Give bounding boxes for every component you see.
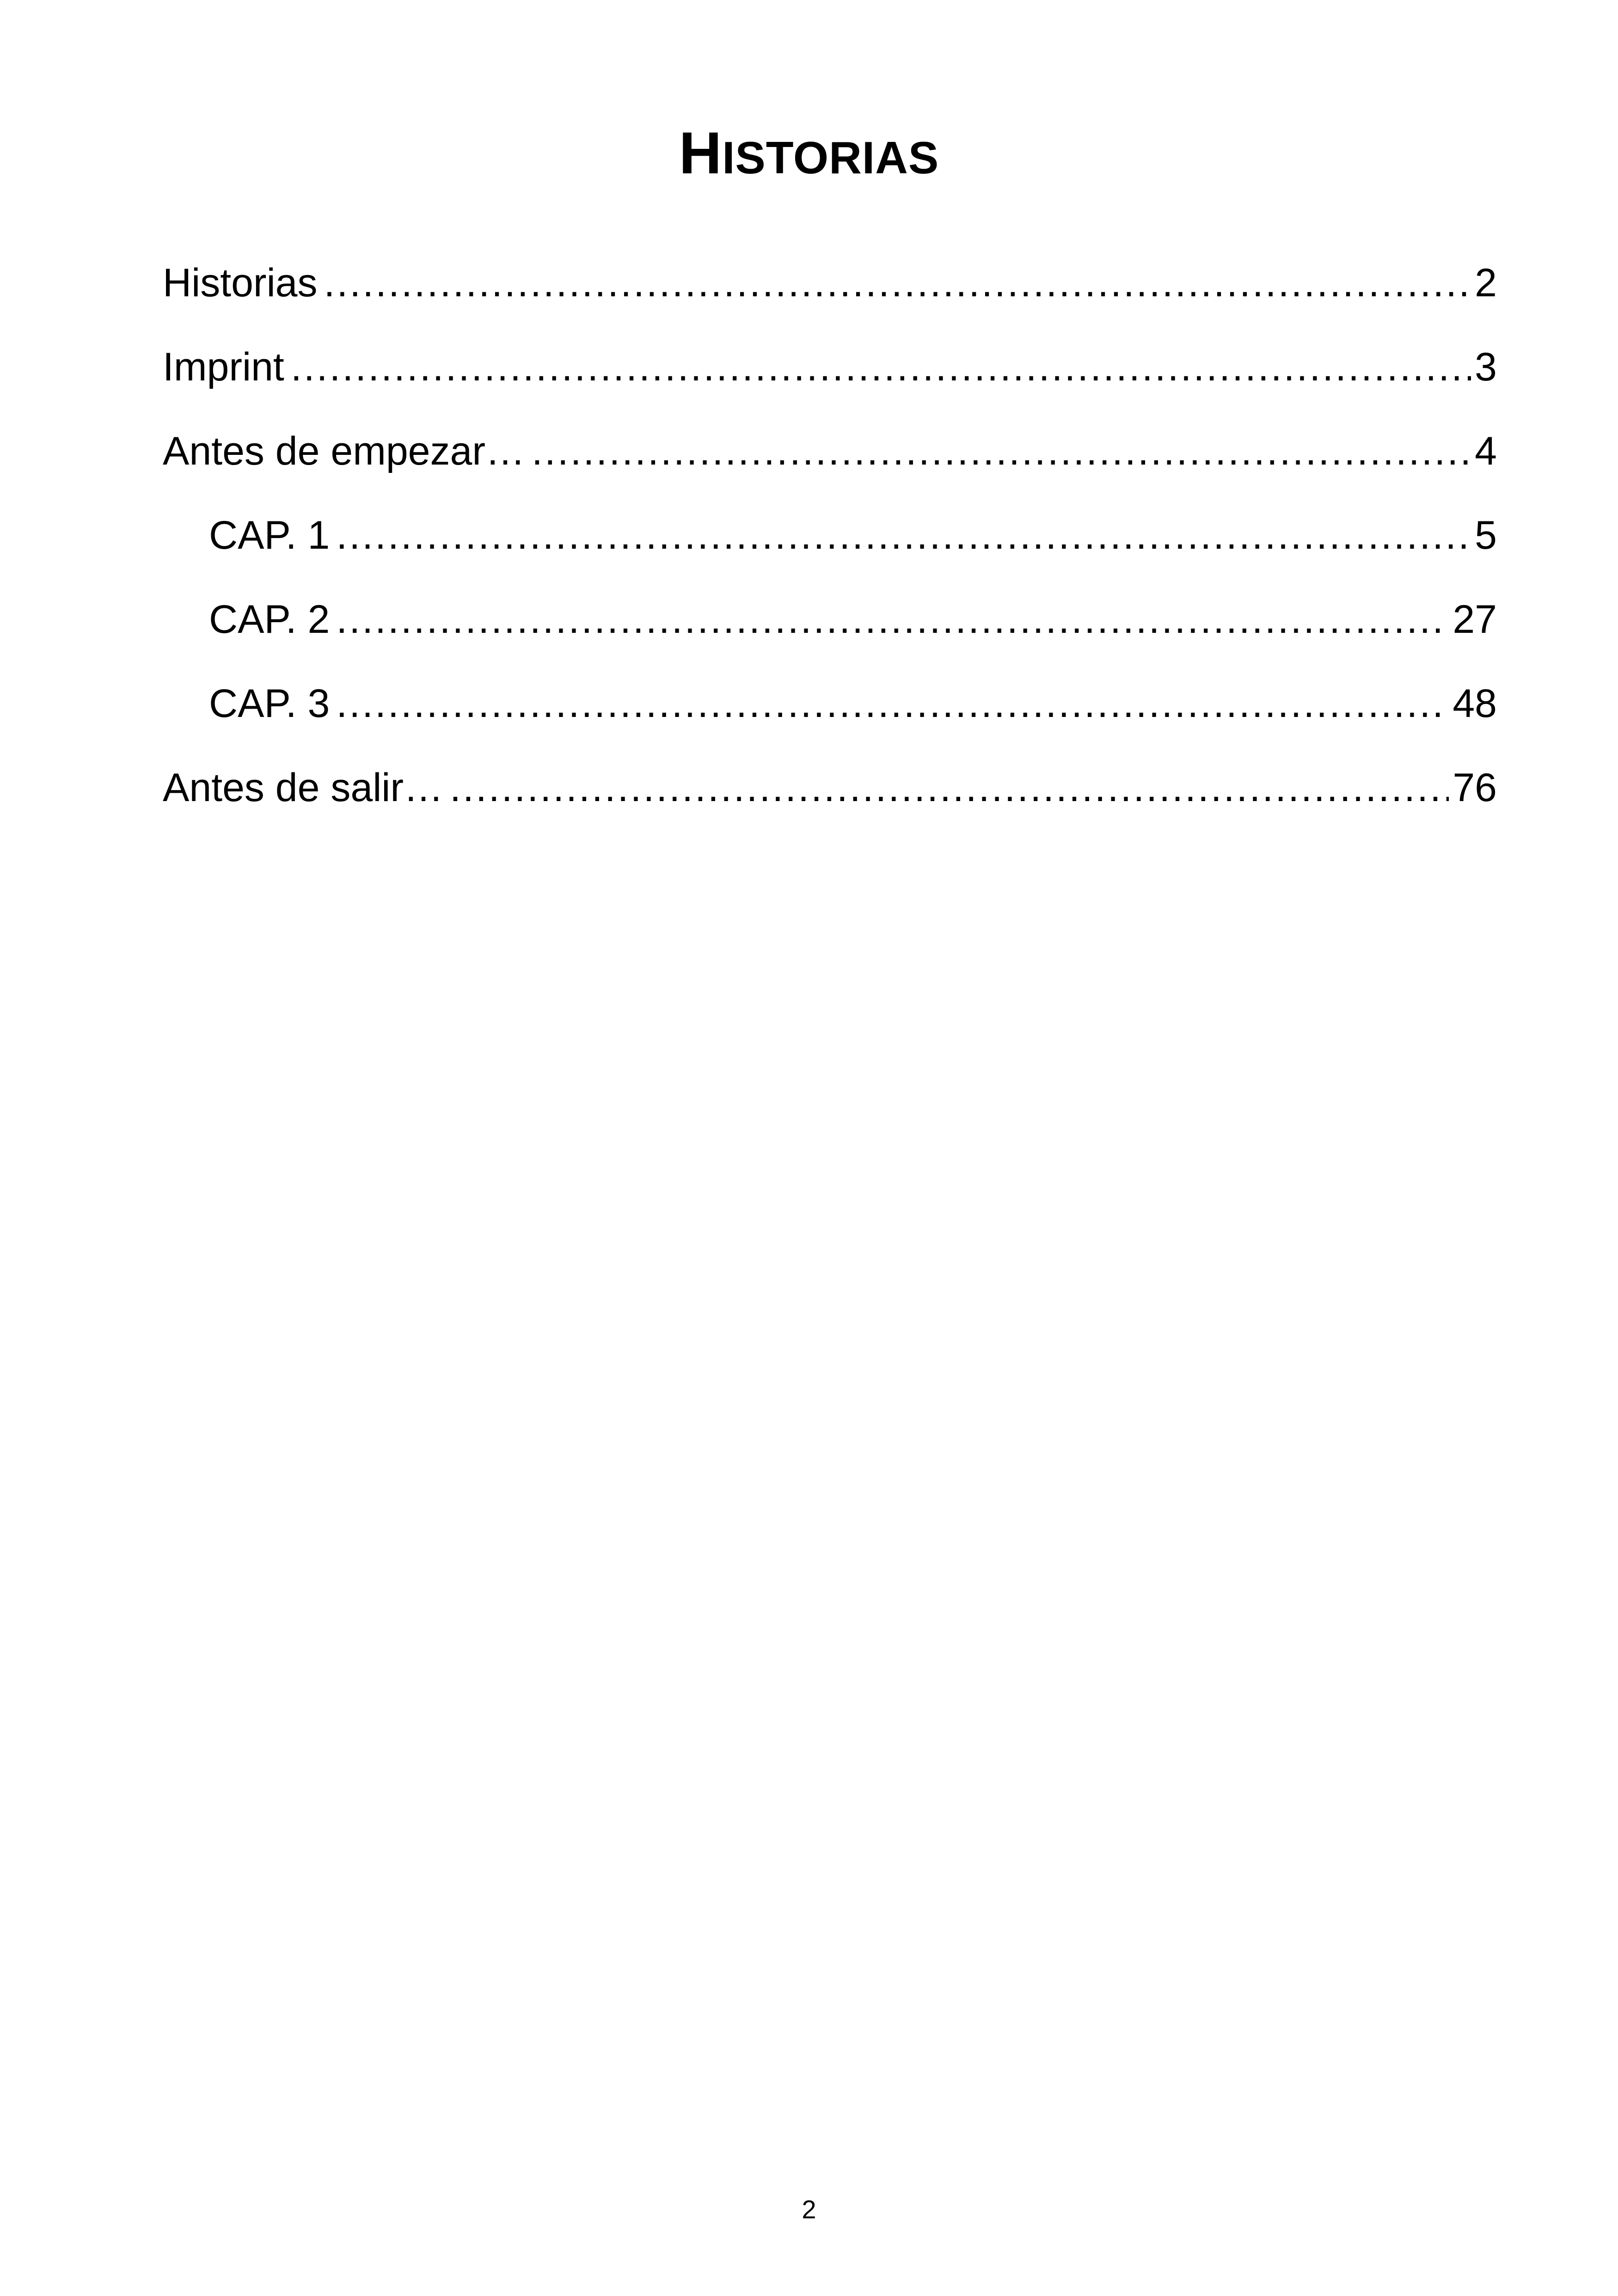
toc-entry-page-number: 2 — [1475, 261, 1497, 305]
toc-dot-leader — [291, 339, 1471, 395]
toc-entry-imprint[interactable] — [163, 339, 1497, 395]
toc-dot-leader — [532, 423, 1471, 479]
toc-entry-page-number: 4 — [1475, 429, 1497, 473]
toc-dot-leader — [450, 760, 1449, 815]
toc-entry-page-number: 76 — [1453, 765, 1497, 810]
toc-entry-page-number: 5 — [1475, 513, 1497, 557]
toc-dot-leader — [336, 592, 1449, 647]
toc-entry-page-number: 3 — [1475, 345, 1497, 389]
toc-entry-label: Antes de empezar… — [163, 429, 525, 473]
page-footer-number: 2 — [802, 2195, 816, 2224]
toc-entry-antes-de-empezar[interactable] — [163, 423, 1497, 479]
toc-entry-label: CAP. 1 — [209, 513, 330, 557]
toc-dot-leader — [336, 676, 1449, 731]
page-title-initial: H — [679, 120, 723, 186]
toc-entry-label: Imprint — [163, 345, 284, 389]
toc-entry-historias[interactable] — [163, 255, 1497, 311]
toc-dot-leader — [324, 255, 1471, 311]
toc-entry-cap-2[interactable] — [209, 592, 1497, 647]
toc-entry-label: Historias — [163, 261, 318, 305]
toc-entry-page-number: 27 — [1453, 597, 1497, 642]
toc-dot-leader — [336, 508, 1471, 563]
toc-entry-cap-1[interactable] — [209, 508, 1497, 563]
toc-entry-antes-de-salir[interactable] — [163, 760, 1497, 815]
page-title-rest: ISTORIAS — [722, 132, 939, 183]
toc-entry-page-number: 48 — [1453, 681, 1497, 726]
toc-entry-label: CAP. 2 — [209, 597, 330, 642]
toc-entry-label: CAP. 3 — [209, 681, 330, 726]
toc-entry-cap-3[interactable] — [209, 676, 1497, 731]
page-title — [0, 121, 1618, 190]
toc-entry-label: Antes de salir… — [163, 765, 444, 810]
